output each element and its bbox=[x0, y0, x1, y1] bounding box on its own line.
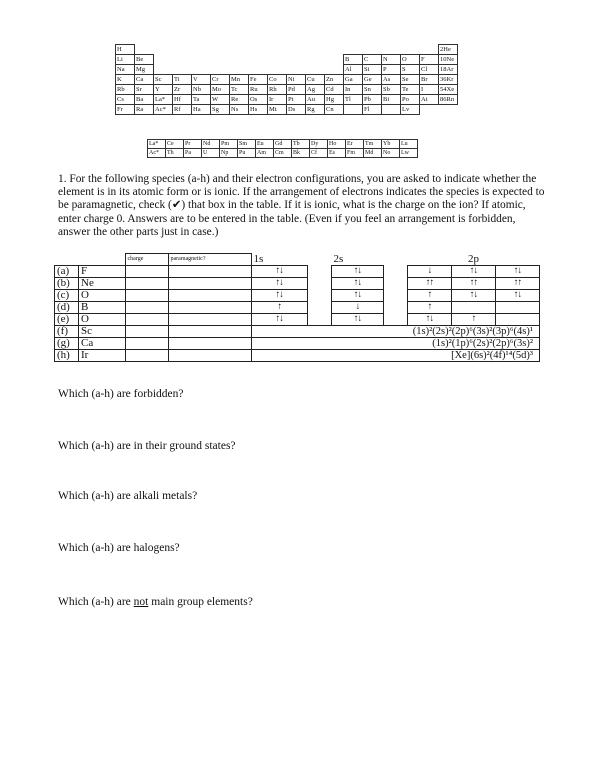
element-cell: Nd bbox=[202, 140, 220, 149]
orbital-1s-box: ↑↓ bbox=[251, 266, 308, 278]
spacer bbox=[384, 290, 408, 302]
orbital-2p-box bbox=[452, 302, 496, 314]
element-cell: Gd bbox=[274, 140, 292, 149]
element-cell: As bbox=[382, 75, 401, 85]
element-cell: U bbox=[202, 149, 220, 158]
element-cell: Am bbox=[256, 149, 274, 158]
spacer bbox=[308, 302, 332, 314]
element-cell: In bbox=[344, 85, 363, 95]
element-cell: Cr bbox=[211, 75, 230, 85]
element-symbol: Ir bbox=[79, 350, 126, 362]
element-cell: Tl bbox=[344, 95, 363, 105]
element-cell: Be bbox=[135, 55, 154, 65]
element-cell: Fm bbox=[346, 149, 364, 158]
charge-cell[interactable] bbox=[125, 326, 168, 338]
row-label: (a) bbox=[55, 266, 79, 278]
orbital-1s-box: ↑↓ bbox=[251, 278, 308, 290]
orbital-1s-box: ↑↓ bbox=[251, 290, 308, 302]
row-label: (c) bbox=[55, 290, 79, 302]
paramagnetic-cell[interactable] bbox=[168, 278, 251, 290]
spacer bbox=[308, 290, 332, 302]
question-alkali-metals: Which (a-h) are alkali metals? bbox=[58, 490, 198, 502]
element-cell: Tc bbox=[230, 85, 249, 95]
element-cell: Ge bbox=[363, 75, 382, 85]
table-row bbox=[55, 266, 540, 278]
spacer bbox=[384, 278, 408, 290]
element-cell: Ni bbox=[287, 75, 306, 85]
element-cell: Y bbox=[154, 85, 173, 95]
element-cell: F bbox=[420, 55, 439, 65]
row-label: (g) bbox=[55, 338, 79, 350]
orbital-2s-box: ↑↓ bbox=[332, 290, 384, 302]
element-cell: Dy bbox=[310, 140, 328, 149]
spacer bbox=[308, 266, 332, 278]
question-ground-states: Which (a-h) are in their ground states? bbox=[58, 440, 236, 452]
orbital-2p-box: ↑↓ bbox=[452, 266, 496, 278]
element-cell: Ha bbox=[192, 105, 211, 115]
element-symbol: Ne bbox=[79, 278, 126, 290]
element-cell: Pm bbox=[220, 140, 238, 149]
element-cell: Sm bbox=[238, 140, 256, 149]
orbital-2p-box: ↑ bbox=[408, 290, 452, 302]
element-cell: Ir bbox=[268, 95, 287, 105]
element-cell: Rh bbox=[268, 85, 287, 95]
orbital-1s-box: ↑↓ bbox=[251, 314, 308, 326]
orbital-1s-box: ↑ bbox=[251, 302, 308, 314]
row-label: (f) bbox=[55, 326, 79, 338]
paramagnetic-cell[interactable] bbox=[168, 326, 251, 338]
element-cell: Te bbox=[401, 85, 420, 95]
element-cell: C bbox=[363, 55, 382, 65]
element-cell: At bbox=[420, 95, 439, 105]
row-label: (e) bbox=[55, 314, 79, 326]
element-cell: Zn bbox=[325, 75, 344, 85]
table-row bbox=[55, 290, 540, 302]
element-cell: Co bbox=[268, 75, 287, 85]
orbital-2p-box: ↑ bbox=[452, 314, 496, 326]
table-row bbox=[55, 314, 540, 326]
orbital-2p-header: 2p bbox=[468, 253, 479, 265]
row-label: (d) bbox=[55, 302, 79, 314]
element-cell: W bbox=[211, 95, 230, 105]
paramagnetic-cell[interactable] bbox=[168, 350, 251, 362]
element-cell: I bbox=[420, 85, 439, 95]
element-cell: Bk bbox=[292, 149, 310, 158]
element-cell: Md bbox=[364, 149, 382, 158]
electron-configuration: [Xe](6s)²(4f)¹⁴(5d)³ bbox=[251, 350, 540, 362]
question-forbidden: Which (a-h) are forbidden? bbox=[58, 388, 184, 400]
element-cell: Ac* bbox=[148, 149, 166, 158]
element-cell: Ga bbox=[344, 75, 363, 85]
table-row bbox=[55, 338, 540, 350]
element-cell: Sc bbox=[154, 75, 173, 85]
question-1-text: 1. For the following species (a-h) and their electron configurations, you are asked to indicate whether the element is in its atomic form or is ionic. If the arrangement of electrons indicates the species is expected to be paramagnetic, check (✔) that box in the table. If it is ionic, what is the charge on the ion? If atomic, enter charge 0. Answers are to be entered in the table. (Even if you feel an arrangement is forbidden, answer the other parts just in case.) bbox=[58, 173, 545, 238]
element-cell: Ti bbox=[173, 75, 192, 85]
element-cell: Fe bbox=[249, 75, 268, 85]
element-cell: Zr bbox=[173, 85, 192, 95]
element-cell: Mn bbox=[230, 75, 249, 85]
element-cell: Rb bbox=[116, 85, 135, 95]
element-cell: Sr bbox=[135, 85, 154, 95]
paramagnetic-cell[interactable] bbox=[168, 290, 251, 302]
element-cell: Ac* bbox=[154, 105, 173, 115]
orbital-2p-box: ↑↑ bbox=[452, 278, 496, 290]
element-cell: Fr bbox=[116, 105, 135, 115]
charge-cell[interactable] bbox=[125, 266, 168, 278]
element-cell: No bbox=[382, 149, 400, 158]
periodic-table bbox=[115, 44, 458, 115]
orbital-2s-box: ↑↓ bbox=[332, 314, 384, 326]
element-cell: Pa bbox=[184, 149, 202, 158]
charge-cell[interactable] bbox=[125, 278, 168, 290]
row-label: (h) bbox=[55, 350, 79, 362]
element-cell: Th bbox=[166, 149, 184, 158]
element-cell: Pb bbox=[363, 95, 382, 105]
paramagnetic-cell[interactable] bbox=[168, 338, 251, 350]
element-cell: Tm bbox=[364, 140, 382, 149]
element-cell: Cf bbox=[310, 149, 328, 158]
element-cell: Pd bbox=[287, 85, 306, 95]
element-cell: Na bbox=[116, 65, 135, 75]
f-block-table bbox=[147, 139, 418, 158]
charge-header: charge bbox=[125, 254, 168, 266]
element-cell: La* bbox=[154, 95, 173, 105]
orbital-2p-box: ↑↓ bbox=[452, 290, 496, 302]
element-cell: Fl bbox=[363, 105, 382, 115]
element-cell: Cl bbox=[420, 65, 439, 75]
orbital-2p-box bbox=[496, 314, 540, 326]
spacer bbox=[384, 314, 408, 326]
table-row bbox=[55, 350, 540, 362]
table-row bbox=[55, 302, 540, 314]
charge-cell[interactable] bbox=[125, 290, 168, 302]
element-cell: La* bbox=[148, 140, 166, 149]
charge-cell[interactable] bbox=[125, 350, 168, 362]
orbital-2p-box: ↑↓ bbox=[496, 266, 540, 278]
element-cell: Ra bbox=[135, 105, 154, 115]
element-cell: Po bbox=[401, 95, 420, 105]
element-cell: Ce bbox=[166, 140, 184, 149]
element-cell: Ho bbox=[328, 140, 346, 149]
element-cell: Yb bbox=[382, 140, 400, 149]
element-cell: Cu bbox=[306, 75, 325, 85]
element-cell: Br bbox=[420, 75, 439, 85]
element-cell: Pt bbox=[287, 95, 306, 105]
element-cell: Cn bbox=[325, 105, 344, 115]
element-cell: 36Kr bbox=[439, 75, 458, 85]
element-cell: Hg bbox=[325, 95, 344, 105]
element-cell: K bbox=[116, 75, 135, 85]
element-cell: Lw bbox=[400, 149, 418, 158]
element-cell: 2He bbox=[439, 45, 458, 55]
element-symbol: F bbox=[79, 266, 126, 278]
orbital-1s-header: 1s bbox=[253, 253, 264, 265]
element-cell: Sg bbox=[211, 105, 230, 115]
orbital-2p-box: ↑↑ bbox=[496, 278, 540, 290]
element-cell: Ba bbox=[135, 95, 154, 105]
element-symbol: Ca bbox=[79, 338, 126, 350]
element-cell: Tb bbox=[292, 140, 310, 149]
element-cell: Se bbox=[401, 75, 420, 85]
row-label: (b) bbox=[55, 278, 79, 290]
element-cell: Lv bbox=[401, 105, 420, 115]
element-cell: Cd bbox=[325, 85, 344, 95]
element-cell: Ta bbox=[192, 95, 211, 105]
element-cell: P bbox=[382, 65, 401, 75]
orbital-2p-box: ↑↓ bbox=[496, 290, 540, 302]
paramagnetic-cell[interactable] bbox=[168, 302, 251, 314]
element-cell: H bbox=[116, 45, 135, 55]
element-cell: Al bbox=[344, 65, 363, 75]
element-cell: Hf bbox=[173, 95, 192, 105]
orbital-2s-header: 2s bbox=[333, 253, 344, 265]
electron-configuration: (1s)²(1p)⁶(2s)²(2p)⁶(3s)² bbox=[251, 338, 540, 350]
element-cell: Li bbox=[116, 55, 135, 65]
element-cell: Ds bbox=[287, 105, 306, 115]
element-cell: 18Ar bbox=[439, 65, 458, 75]
element-cell: Sb bbox=[382, 85, 401, 95]
element-symbol: Sc bbox=[79, 326, 126, 338]
charge-cell[interactable] bbox=[125, 314, 168, 326]
element-cell: Ru bbox=[249, 85, 268, 95]
element-cell: Rf bbox=[173, 105, 192, 115]
electron-configuration: (1s)²(2s)²(2p)⁶(3s)²(3p)⁶(4s)¹ bbox=[251, 326, 540, 338]
charge-cell[interactable] bbox=[125, 338, 168, 350]
spacer bbox=[384, 266, 408, 278]
element-cell: Ag bbox=[306, 85, 325, 95]
element-cell: O bbox=[401, 55, 420, 65]
orbital-2s-box: ↑↓ bbox=[332, 266, 384, 278]
orbital-2p-box: ↑↓ bbox=[408, 314, 452, 326]
orbital-2p-box: ↑ bbox=[408, 302, 452, 314]
spacer bbox=[308, 278, 332, 290]
element-cell: Eu bbox=[256, 140, 274, 149]
element-symbol: B bbox=[79, 302, 126, 314]
orbital-2p-box: ↑↑ bbox=[408, 278, 452, 290]
element-cell: Cm bbox=[274, 149, 292, 158]
element-cell: Pr bbox=[184, 140, 202, 149]
element-cell: Mo bbox=[211, 85, 230, 95]
element-cell: 54Xe bbox=[439, 85, 458, 95]
element-cell: Ca bbox=[135, 75, 154, 85]
orbital-2p-box: ↓ bbox=[408, 266, 452, 278]
element-symbol: O bbox=[79, 290, 126, 302]
element-cell: Mt bbox=[268, 105, 287, 115]
paramagnetic-header: paramagnetic? bbox=[168, 254, 251, 266]
element-cell: N bbox=[382, 55, 401, 65]
element-cell: Np bbox=[220, 149, 238, 158]
element-cell: V bbox=[192, 75, 211, 85]
element-cell: Re bbox=[230, 95, 249, 105]
orbital-2s-box: ↓ bbox=[332, 302, 384, 314]
element-cell: Er bbox=[346, 140, 364, 149]
element-cell: Hs bbox=[249, 105, 268, 115]
element-cell: Au bbox=[306, 95, 325, 105]
question-main-group: Which (a-h) are not main group elements? bbox=[58, 596, 253, 608]
charge-cell[interactable] bbox=[125, 302, 168, 314]
element-cell: Sn bbox=[363, 85, 382, 95]
question-halogens: Which (a-h) are halogens? bbox=[58, 542, 180, 554]
element-cell: Lu bbox=[400, 140, 418, 149]
element-cell: S bbox=[401, 65, 420, 75]
spacer bbox=[308, 314, 332, 326]
orbital-2p-box bbox=[496, 302, 540, 314]
element-cell: 10Ne bbox=[439, 55, 458, 65]
orbital-2s-box: ↑↓ bbox=[332, 278, 384, 290]
answer-grid bbox=[54, 253, 540, 362]
table-row bbox=[55, 326, 540, 338]
element-cell: Bi bbox=[382, 95, 401, 105]
element-cell: Mg bbox=[135, 65, 154, 75]
element-cell: Os bbox=[249, 95, 268, 105]
spacer bbox=[384, 302, 408, 314]
paramagnetic-cell[interactable] bbox=[168, 266, 251, 278]
element-cell: 86Rn bbox=[439, 95, 458, 105]
element-cell: Rg bbox=[306, 105, 325, 115]
element-cell: Ns bbox=[230, 105, 249, 115]
element-cell: Pu bbox=[238, 149, 256, 158]
table-row bbox=[55, 278, 540, 290]
element-symbol: O bbox=[79, 314, 126, 326]
element-cell: B bbox=[344, 55, 363, 65]
paramagnetic-cell[interactable] bbox=[168, 314, 251, 326]
element-cell: Nb bbox=[192, 85, 211, 95]
element-cell: Si bbox=[363, 65, 382, 75]
element-cell: Cs bbox=[116, 95, 135, 105]
element-cell: Es bbox=[328, 149, 346, 158]
